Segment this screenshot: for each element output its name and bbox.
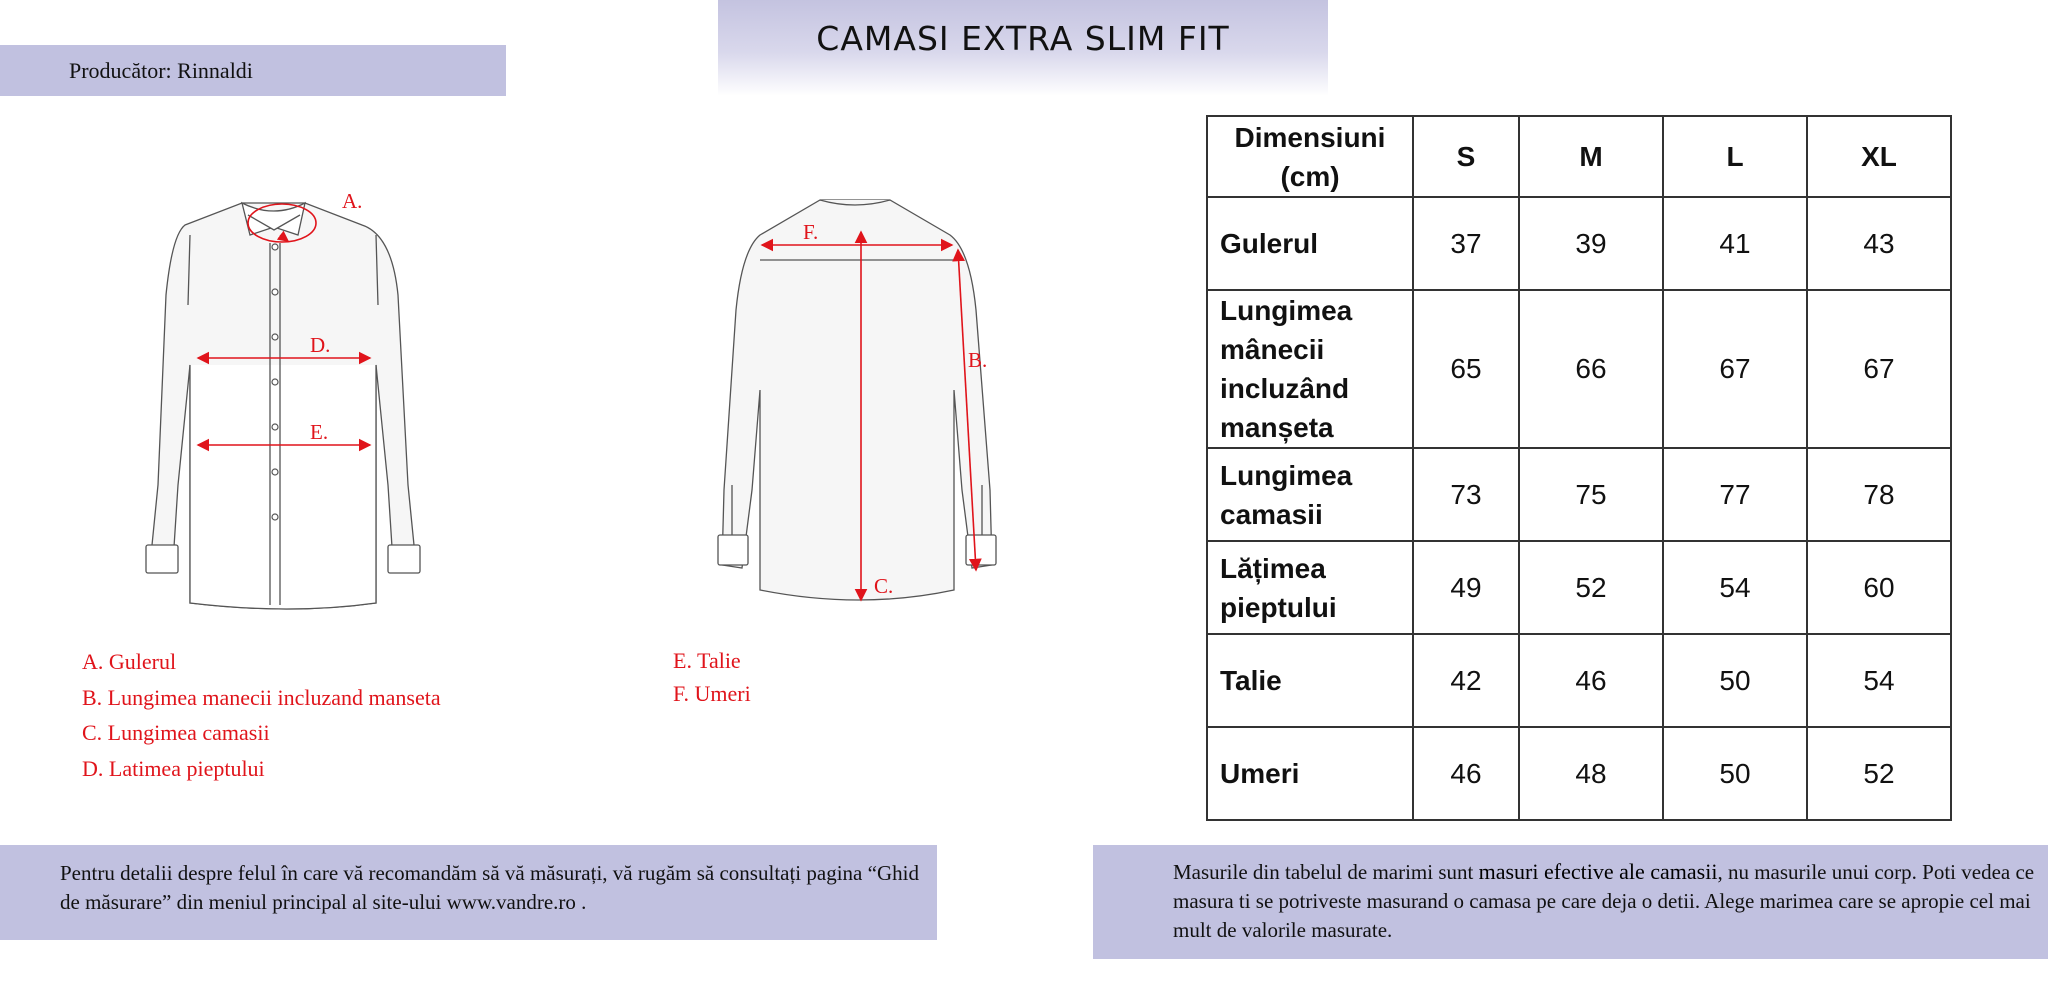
table-cell: 67 <box>1663 290 1807 448</box>
shirt-back-illustration <box>700 190 1020 610</box>
label-f: F. <box>803 220 819 244</box>
measuring-guide-note <box>0 845 937 940</box>
table-header-row <box>1207 116 1951 197</box>
table-cell: 50 <box>1663 634 1807 727</box>
table-cell: 67 <box>1807 290 1951 448</box>
legend-item: C. Lungimea camasii <box>82 720 270 745</box>
table-cell: 52 <box>1807 727 1951 820</box>
row-label: Umeri <box>1207 727 1413 820</box>
row-label: Lățimea pieptului <box>1207 541 1413 634</box>
disclaimer-emphasis: masuri efective ale camasii <box>1478 859 1718 884</box>
table-cell: 39 <box>1519 197 1663 290</box>
row-label: Talie <box>1207 634 1413 727</box>
label-c: C. <box>874 574 894 598</box>
header-size-s: S <box>1413 116 1519 197</box>
legend-item: A. Gulerul <box>82 649 177 674</box>
table-row <box>1207 448 1951 541</box>
table-cell: 65 <box>1413 290 1519 448</box>
table-cell: 66 <box>1519 290 1663 448</box>
table-cell: 75 <box>1519 448 1663 541</box>
header-size-xl: XL <box>1807 116 1951 197</box>
table-row <box>1207 727 1951 820</box>
table-row <box>1207 197 1951 290</box>
producer-banner <box>0 45 506 96</box>
table-cell: 42 <box>1413 634 1519 727</box>
producer-label: Producător: Rinnaldi <box>69 57 253 83</box>
page-title: CAMASI EXTRA SLIM FIT <box>816 18 1230 58</box>
legend-item: F. Umeri <box>673 681 751 706</box>
table-cell: 43 <box>1807 197 1951 290</box>
legend-right <box>673 644 751 710</box>
disclaimer-text-end: , nu masurile unui corp. Poti vedea ce masura ti se potriveste masurand o camasa pe care deja o detii. Alege marimea care se apropie cel mai mult de valorile masurate. <box>1173 860 2035 942</box>
legend-item: E. Talie <box>673 648 741 673</box>
legend-left <box>82 644 441 786</box>
legend-item: D. Latimea pieptului <box>82 755 265 781</box>
table-cell: 77 <box>1663 448 1807 541</box>
row-label: Lungimea mânecii incluzând manșeta <box>1207 290 1413 448</box>
table-cell: 46 <box>1413 727 1519 820</box>
row-label: Lungimea camasii <box>1207 448 1413 541</box>
label-b: B. <box>968 348 988 372</box>
legend-item: B. Lungimea manecii incluzand manseta <box>82 684 441 710</box>
shirt-front-illustration <box>130 185 450 615</box>
table-cell: 49 <box>1413 541 1519 634</box>
table-cell: 78 <box>1807 448 1951 541</box>
label-e: E. <box>310 420 329 444</box>
table-row <box>1207 634 1951 727</box>
table-cell: 73 <box>1413 448 1519 541</box>
size-disclaimer-note <box>1093 845 2048 959</box>
title-banner <box>718 0 1328 96</box>
table-cell: 41 <box>1663 197 1807 290</box>
table-cell: 52 <box>1519 541 1663 634</box>
table-cell: 60 <box>1807 541 1951 634</box>
table-cell: 46 <box>1519 634 1663 727</box>
measuring-guide-text: Pentru detalii despre felul în care vă recomandăm să vă măsurați, vă rugăm să consultați pagina “Ghid de măsurare” din meniul principal al site-ului www.vandre.ro . <box>60 861 919 914</box>
header-size-l: L <box>1663 116 1807 197</box>
table-cell: 37 <box>1413 197 1519 290</box>
size-table <box>1206 115 1952 821</box>
disclaimer-text-start: Masurile din tabelul de marimi sunt <box>1173 860 1479 884</box>
table-cell: 50 <box>1663 727 1807 820</box>
table-cell: 54 <box>1807 634 1951 727</box>
table-cell: 48 <box>1519 727 1663 820</box>
header-size-m: M <box>1519 116 1663 197</box>
row-label: Gulerul <box>1207 197 1413 290</box>
table-row <box>1207 290 1951 448</box>
label-a: A. <box>342 189 363 213</box>
table-cell: 54 <box>1663 541 1807 634</box>
header-dimensions: Dimensiuni (cm) <box>1207 116 1413 197</box>
label-d: D. <box>310 333 331 357</box>
table-row <box>1207 541 1951 634</box>
